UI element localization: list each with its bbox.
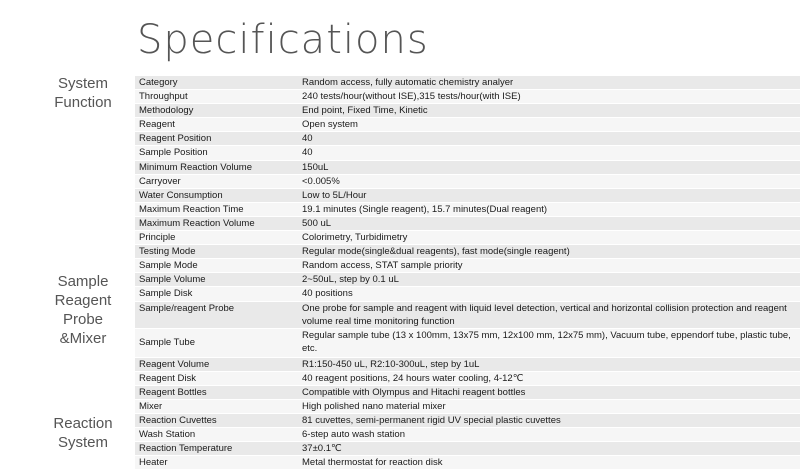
table-row xyxy=(135,329,800,358)
row-value: 40 positions xyxy=(302,288,353,300)
table-row xyxy=(135,302,800,329)
table-row xyxy=(135,400,800,414)
table-row xyxy=(135,175,800,189)
row-value: 40 xyxy=(302,133,313,145)
table-row xyxy=(135,259,800,273)
section-label-reaction-system xyxy=(30,414,136,452)
section-label-line: Reaction xyxy=(53,415,113,432)
table-row xyxy=(135,245,800,259)
row-value: 6-step auto wash station xyxy=(302,428,405,440)
row-value: High polished nano material mixer xyxy=(302,400,446,412)
section-label-line: System xyxy=(57,75,108,92)
row-key: Maximum Reaction Volume xyxy=(139,217,255,229)
table-row xyxy=(135,104,800,118)
row-key: Reagent xyxy=(139,119,175,131)
row-value: Colorimetry, Turbidimetry xyxy=(302,232,408,244)
row-value: End point, Fixed Time, Kinetic xyxy=(302,105,428,117)
section-label-line: Function xyxy=(54,94,112,111)
row-key: Reagent Position xyxy=(139,133,212,145)
table-row xyxy=(135,161,800,175)
row-key: Maximum Reaction Time xyxy=(139,203,244,215)
table-row xyxy=(135,428,800,442)
page-title: Specifications xyxy=(137,17,429,63)
section-label-line: Reagent xyxy=(54,292,112,309)
section-label-line: &Mixer xyxy=(59,330,107,347)
row-value: Regular sample tube (13 x 100mm, 13x75 mm, 12x100 mm, 12x75 mm), Vacuum tube, eppendorf tube, plastic tube, etc. xyxy=(302,329,791,354)
table-row xyxy=(135,287,800,301)
row-key: Testing Mode xyxy=(139,246,196,258)
row-value: Low to 5L/Hour xyxy=(302,189,367,201)
table-row xyxy=(135,217,800,231)
row-key: Category xyxy=(139,77,178,88)
table-row xyxy=(135,372,800,386)
row-key: Sample Tube xyxy=(139,337,195,348)
row-value: 150uL xyxy=(302,161,329,173)
row-value: 19.1 minutes (Single reagent), 15.7 minutes(Dual reagent) xyxy=(302,203,548,215)
row-value: <0.005% xyxy=(302,175,340,187)
table-row xyxy=(135,76,800,90)
table-row xyxy=(135,231,800,245)
table-row xyxy=(135,414,800,428)
row-key: Sample Mode xyxy=(139,260,198,272)
row-value: 40 xyxy=(302,147,313,159)
table-row xyxy=(135,146,800,160)
row-value: 37±0.1℃ xyxy=(302,443,342,455)
table-row xyxy=(135,456,800,470)
section-label-sample-reagent-probe-mixer xyxy=(30,272,136,348)
table-row xyxy=(135,90,800,104)
table-row xyxy=(135,132,800,146)
row-value: 40 reagent positions, 24 hours water cooling, 4-12℃ xyxy=(302,372,524,384)
table-row xyxy=(135,442,800,456)
row-value: 81 cuvettes, semi-permanent rigid UV special plastic cuvettes xyxy=(302,414,561,426)
table-row xyxy=(135,358,800,372)
row-value: 500 uL xyxy=(302,217,332,229)
row-value: Compatible with Olympus and Hitachi reagent bottles xyxy=(302,386,526,398)
row-key: Carryover xyxy=(139,175,181,187)
row-key: Sample Volume xyxy=(139,274,206,286)
row-value: R1:150-450 uL, R2:10-300uL, step by 1uL xyxy=(302,358,480,370)
row-key: Sample Position xyxy=(139,147,208,159)
row-key: Throughput xyxy=(139,91,188,103)
table-row xyxy=(135,189,800,203)
specifications-table xyxy=(135,76,800,470)
row-key: Mixer xyxy=(139,400,163,412)
row-key: Sample Disk xyxy=(139,288,193,300)
row-key: Reaction Cuvettes xyxy=(139,414,217,426)
row-key: Heater xyxy=(139,457,168,469)
table-row xyxy=(135,273,800,287)
table-row xyxy=(135,203,800,217)
section-label-line: Sample xyxy=(57,273,109,290)
row-key: Sample/reagent Probe xyxy=(139,302,235,314)
row-key: Methodology xyxy=(139,105,194,117)
row-value: One probe for sample and reagent with liquid level detection, vertical and horizontal collision protection and reagent volume real time monitoring function xyxy=(302,302,787,327)
section-label-system-function xyxy=(30,74,136,112)
section-label-line: Probe xyxy=(62,311,104,328)
row-key: Reagent Bottles xyxy=(139,386,207,398)
row-value: Open system xyxy=(302,119,358,131)
row-key: Principle xyxy=(139,232,176,244)
row-value: 240 tests/hour(without ISE),315 tests/hour(with ISE) xyxy=(302,91,521,103)
row-key: Reaction Temperature xyxy=(139,443,233,455)
row-key: Water Consumption xyxy=(139,189,223,201)
table-row xyxy=(135,386,800,400)
row-key: Reagent Disk xyxy=(139,372,197,384)
row-key: Wash Station xyxy=(139,428,196,440)
row-value: 2~50uL, step by 0.1 uL xyxy=(302,274,399,286)
row-value: Random access, STAT sample priority xyxy=(302,260,463,272)
section-label-line: System xyxy=(57,434,108,451)
row-key: Minimum Reaction Volume xyxy=(139,161,252,173)
table-row xyxy=(135,118,800,132)
row-value: Metal thermostat for reaction disk xyxy=(302,457,443,469)
row-value: Random access, fully automatic chemistry analyer xyxy=(302,77,514,88)
row-value: Regular mode(single&dual reagents), fast mode(single reagent) xyxy=(302,246,570,258)
row-key: Reagent Volume xyxy=(139,358,210,370)
